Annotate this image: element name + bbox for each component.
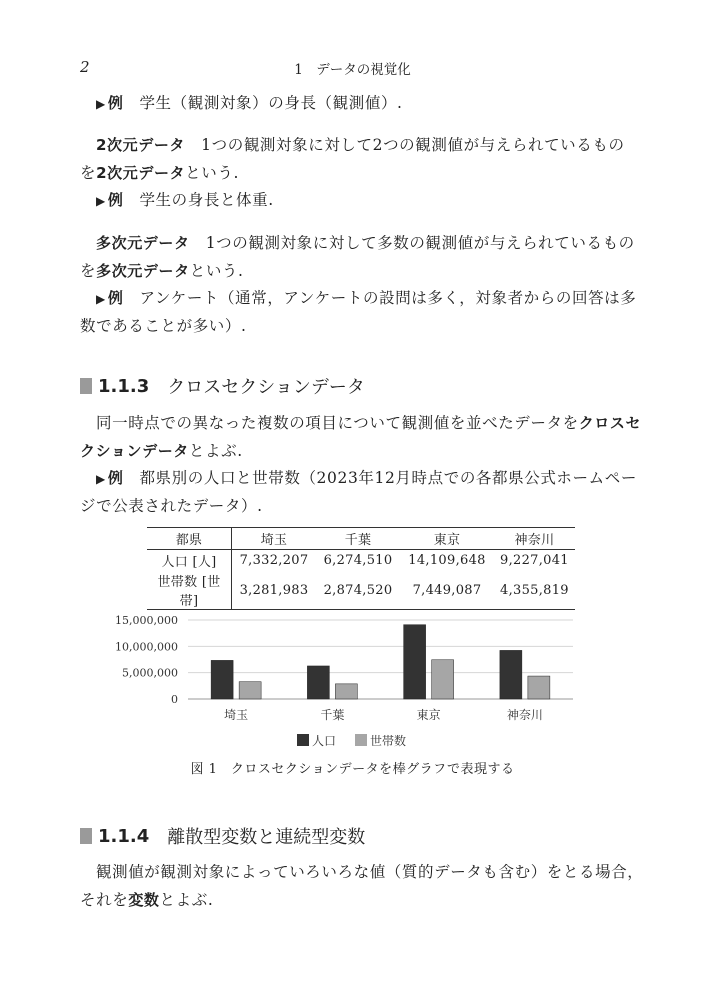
example-1: ▶ 例 学生（観測対象）の身長（観測値）. <box>96 94 403 112</box>
y-tick-label: 5,000,000 <box>122 666 178 680</box>
multi-dim-def: 多次元データ 1つの観測対象に対して多数の観測値が与えられているもの <box>96 234 635 252</box>
example-4-cont: ジで公表されたデータ）. <box>80 497 263 515</box>
y-tick-label: 15,000,000 <box>115 614 178 627</box>
two-dim-def: 2次元データ 1つの観測対象に対して2つの観測値が与えられているもの <box>96 136 625 154</box>
example-3: ▶ 例 アンケート（通常，アンケートの設問は多く，対象者からの回答は多 <box>96 289 637 307</box>
legend-swatch <box>297 734 309 746</box>
table-cell: 7,449,087 <box>412 582 482 598</box>
table-header: 千葉 <box>316 528 400 550</box>
bar-人口 <box>404 625 426 699</box>
heading-marker <box>80 828 92 844</box>
x-tick-label: 埼玉 <box>224 708 249 722</box>
section-114-text: 観測値が観測対象によっていろいろな値（質的データも含む）をとる場合， <box>96 863 644 881</box>
table-cell: 2,874,520 <box>323 582 393 598</box>
two-dim-def-cont: を2次元データという. <box>80 164 239 182</box>
multi-dim-def-cont: を多次元データという. <box>80 262 244 280</box>
table-cell: 9,227,041 <box>500 553 569 568</box>
bar-人口 <box>211 660 233 699</box>
x-tick-label: 東京 <box>416 708 441 722</box>
section-114-text-cont: それを変数とよぶ. <box>80 891 214 909</box>
example-4: ▶ 例 都県別の人口と世帯数（2023年12月時点での各都県公式ホームペー <box>96 469 637 487</box>
table-header: 都県 <box>147 528 232 550</box>
example-3-cont: 数であることが多い）. <box>80 317 247 335</box>
table-cell: 7,332,207 <box>239 553 309 568</box>
section-113-text: 同一時点での異なった複数の項目について観測値を並べたデータをクロスセ <box>96 414 642 432</box>
table-cell: 3,281,983 <box>239 582 309 598</box>
table-cell: 4,355,819 <box>500 582 569 598</box>
table-header: 神奈川 <box>494 528 575 550</box>
x-tick-label: 千葉 <box>320 708 345 722</box>
table-cell: 6,274,510 <box>323 553 393 568</box>
y-tick-label: 10,000,000 <box>115 640 178 654</box>
table-header: 東京 <box>400 528 494 550</box>
bar-世帯数 <box>335 684 357 699</box>
bar-世帯数 <box>239 682 261 699</box>
legend-label: 人口 <box>312 734 337 748</box>
legend-label: 世帯数 <box>370 734 407 748</box>
table-cell: 人口 [人] <box>147 550 232 572</box>
page-number: 2 <box>80 58 90 76</box>
bar-世帯数 <box>528 676 550 699</box>
bar-人口 <box>307 666 329 699</box>
section-heading-113: 1.1.3 クロスセクションデータ <box>80 373 365 399</box>
bar-人口 <box>500 650 522 699</box>
table-cell: 世帯数 [世帯] <box>147 571 232 610</box>
x-tick-label: 神奈川 <box>506 708 543 722</box>
running-header: 1 データの視覚化 <box>294 62 411 78</box>
y-tick-label: 0 <box>171 693 178 706</box>
bar-世帯数 <box>432 660 454 699</box>
legend-swatch <box>355 734 367 746</box>
figure-caption: 図 1 クロスセクションデータを棒グラフで表現する <box>190 762 515 777</box>
table-header: 埼玉 <box>232 528 317 550</box>
section-113-text-cont: クションデータとよぶ. <box>80 442 243 460</box>
table-cell: 14,109,648 <box>408 553 486 568</box>
section-heading-114: 1.1.4 離散型変数と連続型変数 <box>80 823 365 849</box>
example-2: ▶ 例 学生の身長と体重. <box>96 191 274 209</box>
